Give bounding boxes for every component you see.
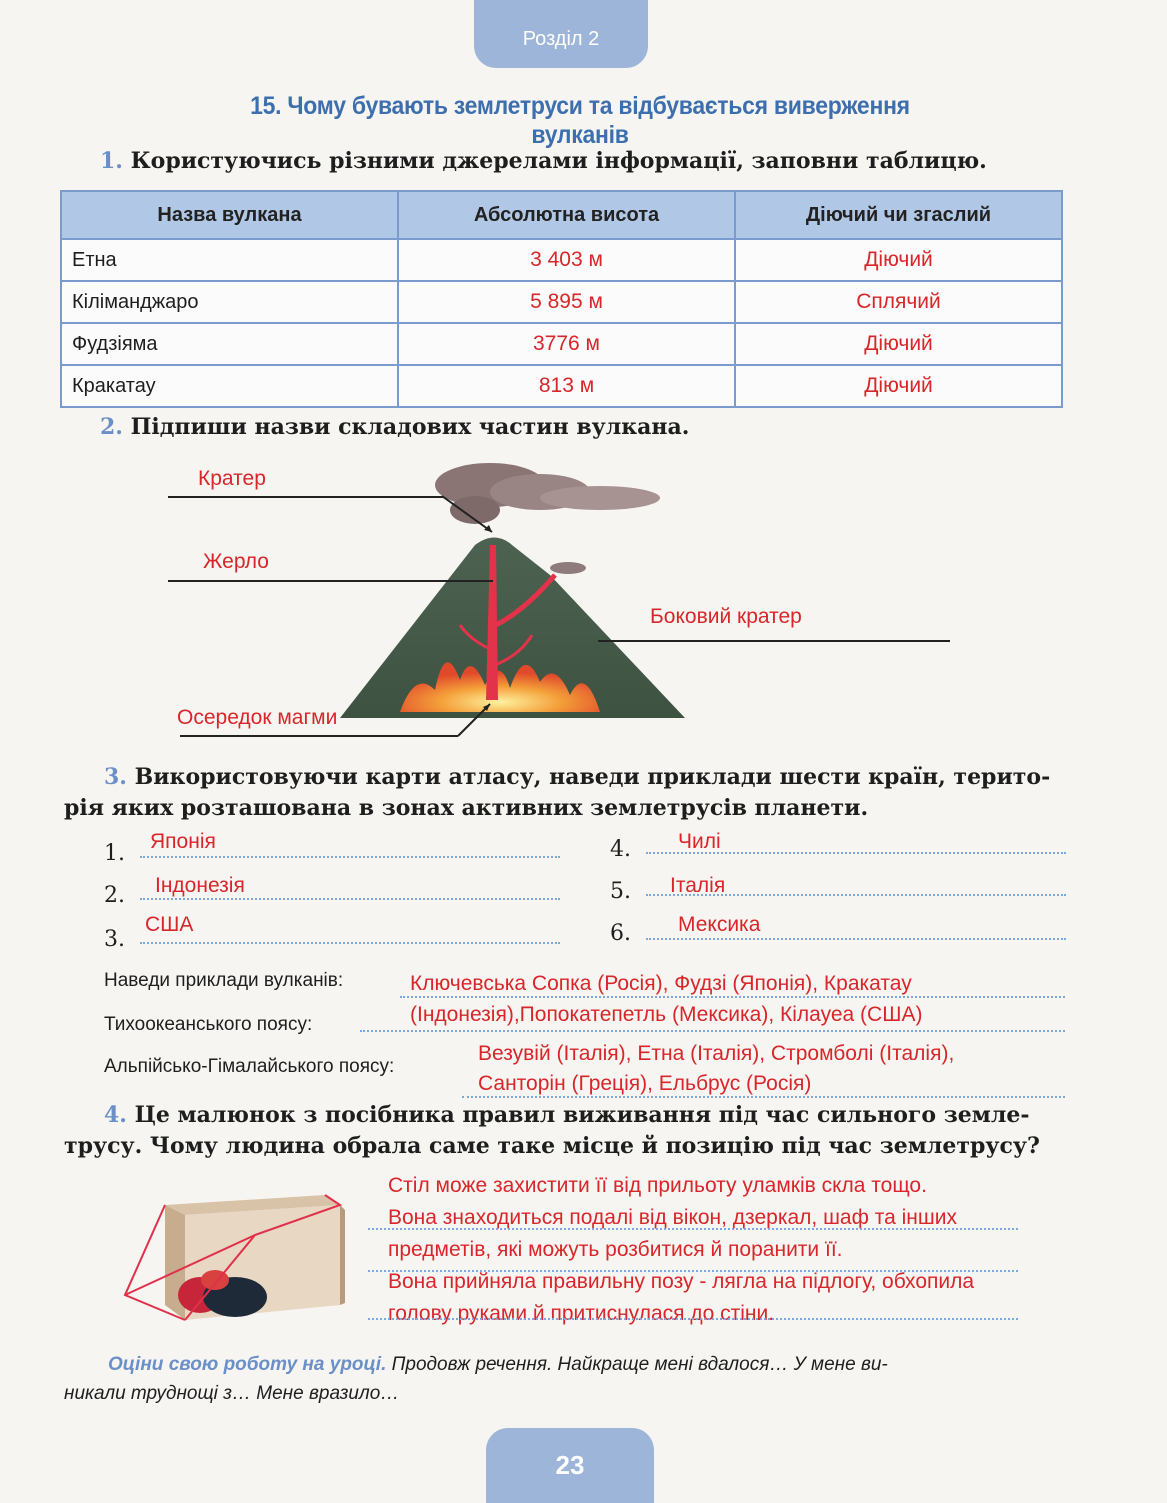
table-header-row [61, 191, 1062, 239]
label-magma: Осередок магми [177, 706, 338, 729]
country-num-5: 5. [610, 879, 631, 904]
table-row [61, 365, 1062, 407]
table-row [61, 281, 1062, 323]
country-num-6: 6. [610, 921, 631, 946]
task4-answer-line: голову руками й притиснулася до стіни. [388, 1302, 775, 1325]
country-answer-6: Мексика [678, 913, 761, 936]
country-answer-2: Індонезія [155, 874, 245, 897]
cell-status: Діючий [735, 239, 1062, 281]
answer-line [140, 942, 560, 944]
pointer-line [168, 496, 443, 498]
country-answer-4: Чилі [678, 830, 721, 853]
self-assessment-title: Оціни свою роботу на уроці. [108, 1354, 387, 1375]
country-answer-3: США [145, 913, 194, 936]
country-num-1: 1. [104, 841, 125, 866]
country-num-2: 2. [104, 883, 125, 908]
task2-text: Підпиши назви складових частин вулкана. [130, 414, 690, 440]
task4-answers [388, 1170, 974, 1330]
alpine-label: Альпійсько-Гімалайського поясу: [104, 1056, 395, 1077]
cell-height: 3 403 м [398, 239, 735, 281]
answer-line [368, 1270, 1018, 1272]
pointer-line [598, 640, 950, 642]
cell-height: 5 895 м [398, 281, 735, 323]
task3-text-line1: Використовуючи карти атласу, наведи приклади шести країн, терито- [134, 764, 1051, 790]
task3-text-line2: рія яких розташована в зонах активних землетрусів планети. [64, 795, 869, 821]
task2-prompt [100, 412, 689, 443]
section-tab [474, 0, 648, 68]
task2-number: 2. [100, 414, 123, 440]
task4-text-line2: трусу. Чому людина обрала саме таке місце й позицію під час землетрусу? [64, 1133, 1040, 1159]
country-num-3: 3. [104, 927, 125, 952]
cell-name: Фудзіяма [61, 323, 398, 365]
task1-number: 1. [100, 148, 123, 174]
alpine-answer-line1: Везувій (Італія), Етна (Італія), Стромболі (Італія), [478, 1042, 955, 1065]
country-answer-1: Японія [150, 830, 216, 853]
table-row [61, 323, 1062, 365]
task4-prompt [64, 1100, 1074, 1162]
label-crater: Кратер [198, 467, 266, 490]
pointer-line [180, 735, 458, 737]
lesson-title: 15. Чому бувають землетруси та відбувається виверження вулканів [250, 92, 910, 149]
answer-line [140, 856, 560, 858]
task1-prompt [100, 146, 987, 177]
task3-number: 3. [104, 764, 127, 790]
cell-name: Етна [61, 239, 398, 281]
self-assessment [64, 1350, 1074, 1408]
self-assessment-text: Продовж речення. Найкраще мені вдалося… У мене ви- [386, 1354, 888, 1375]
pointer-arrow [456, 700, 496, 738]
task4-answer-line: предметів, які можуть розбитися й поранити її. [388, 1238, 843, 1261]
answer-line [368, 1318, 1018, 1320]
task4-answer-line: Стіл може захистити її від прильоту уламків скла тощо. [388, 1174, 927, 1197]
volcano-table [60, 190, 1063, 408]
pointer-arrow [440, 494, 500, 539]
alpine-answer-line2: Санторін (Греція), Ельбрус (Росія) [478, 1072, 812, 1095]
cell-height: 3776 м [398, 323, 735, 365]
answer-line [646, 938, 1066, 940]
pacific-label: Тихоокеанського поясу: [104, 1014, 313, 1035]
volcano-illustration [300, 450, 700, 740]
section-label: Розділ 2 [522, 27, 600, 50]
answer-line [368, 1228, 1018, 1230]
country-answer-5: Італія [670, 874, 726, 897]
cell-name: Кіліманджаро [61, 281, 398, 323]
task1-text: Користуючись різними джерелами інформації, заповни таблицю. [130, 148, 987, 174]
cell-status: Сплячий [735, 281, 1062, 323]
answer-line [400, 996, 1065, 998]
col-header-name: Назва вулкана [61, 191, 398, 239]
pointer-line [168, 580, 493, 582]
label-vent: Жерло [203, 550, 269, 573]
volcano-prompt: Наведи приклади вулканів: [104, 970, 344, 991]
answer-line [360, 1030, 1065, 1032]
task4-answer-line: Вона прийняла правильну позу - лягла на підлогу, обхопила [388, 1270, 975, 1293]
earthquake-shelter-illustration [115, 1185, 345, 1335]
pacific-answer-line1: Ключевська Сопка (Росія), Фудзі (Японія), Кракатау [410, 972, 912, 995]
cell-status: Діючий [735, 323, 1062, 365]
page-number-tab [486, 1428, 654, 1503]
answer-line [462, 1096, 1065, 1098]
col-header-height: Абсолютна висота [398, 191, 735, 239]
task4-number: 4. [104, 1102, 127, 1128]
label-side-crater: Боковий кратер [650, 605, 802, 628]
task4-answer-line: Вона знаходиться подалі від вікон, дзеркал, шаф та інших [388, 1206, 957, 1229]
table-row [61, 239, 1062, 281]
answer-line [140, 898, 560, 900]
country-num-4: 4. [610, 837, 631, 862]
task4-text-line1: Це малюнок з посібника правил виживання під час сильного земле- [134, 1102, 1030, 1128]
cell-height: 813 м [398, 365, 735, 407]
cell-name: Кракатау [61, 365, 398, 407]
self-assessment-text-line2: никали труднощі з… Мене вразило… [64, 1383, 400, 1404]
task3-prompt [64, 762, 1074, 824]
page-number: 23 [555, 1450, 585, 1480]
pacific-answer-line2: (Індонезія),Попокатепетль (Мексика), Кілауеа (США) [410, 1003, 923, 1026]
col-header-status: Діючий чи згаслий [735, 191, 1062, 239]
cell-status: Діючий [735, 365, 1062, 407]
